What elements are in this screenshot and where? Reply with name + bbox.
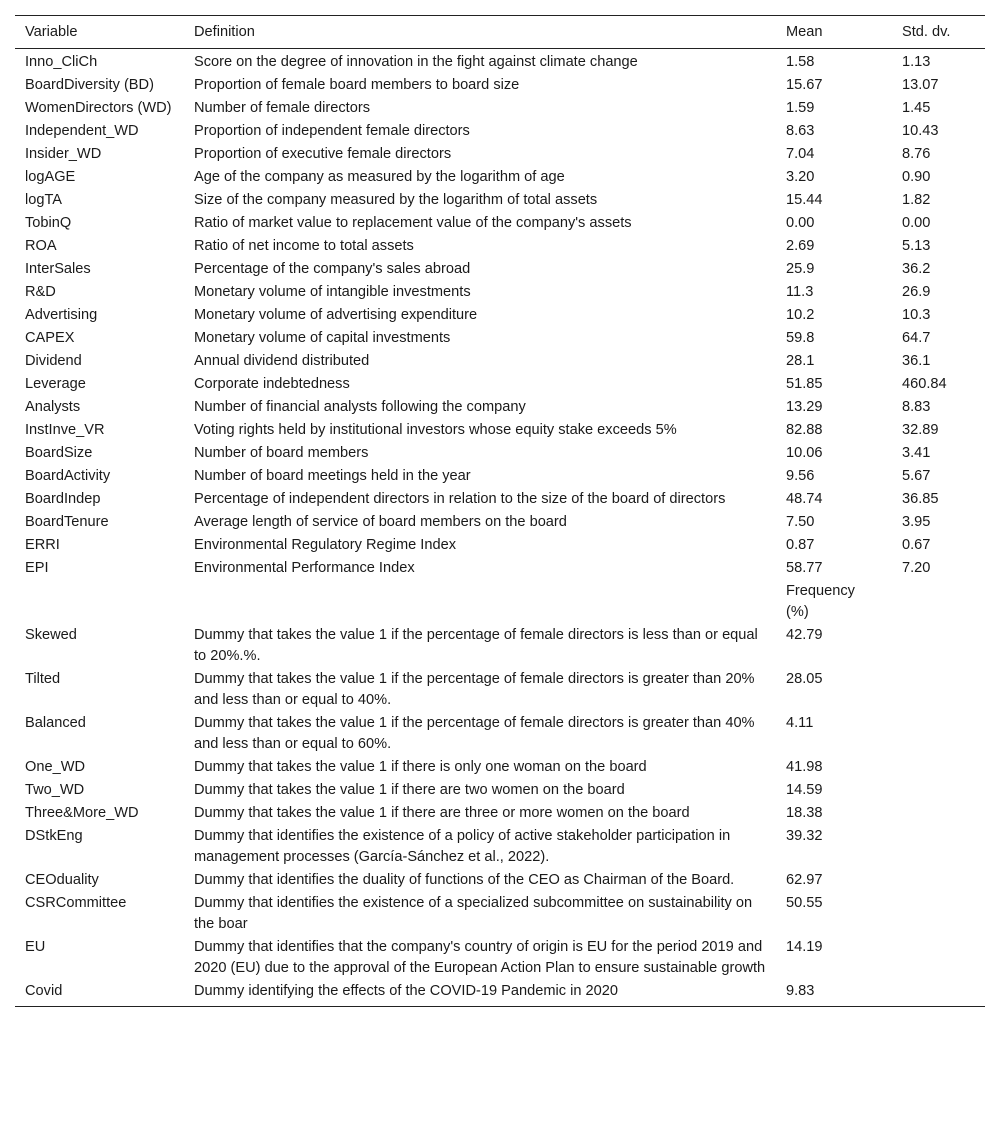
cell-mean: 18.38 xyxy=(786,805,823,821)
table-row xyxy=(15,511,985,534)
header-std-dev: Std. dv. xyxy=(892,16,985,49)
cell-mean: 39.32 xyxy=(786,828,823,844)
cell-std-dev: 3.41 xyxy=(902,445,931,461)
table-row xyxy=(15,668,985,712)
cell-std-dev: 1.13 xyxy=(902,54,931,70)
cell-std-dev: 8.76 xyxy=(902,146,931,162)
cell-std-dev: 13.07 xyxy=(902,77,939,93)
cell-definition: Proportion of executive female directors xyxy=(194,146,452,162)
cell-std-dev: 0.00 xyxy=(902,215,931,231)
cell-std-dev xyxy=(892,980,985,1007)
cell-mean: 15.67 xyxy=(786,77,823,93)
cell-variable: Leverage xyxy=(25,376,86,392)
cell-variable: DStkEng xyxy=(25,828,83,844)
cell-mean: 42.79 xyxy=(786,627,823,643)
cell-mean: 4.11 xyxy=(786,715,814,731)
cell-std-dev: 8.83 xyxy=(902,399,931,415)
cell-mean: 41.98 xyxy=(786,759,823,775)
cell-std-dev xyxy=(892,936,985,980)
cell-std-dev xyxy=(892,825,985,869)
cell-std-dev: 5.67 xyxy=(902,468,931,484)
table-row xyxy=(15,120,985,143)
table-row xyxy=(15,350,985,373)
cell-std-dev: 26.9 xyxy=(902,284,931,300)
table-row xyxy=(15,304,985,327)
cell-std-dev: 36.1 xyxy=(902,353,931,369)
cell-mean: 62.97 xyxy=(786,872,823,888)
table-row xyxy=(15,892,985,936)
table-row xyxy=(15,74,985,97)
cell-variable: CAPEX xyxy=(25,330,75,346)
cell-definition: Environmental Performance Index xyxy=(194,560,415,576)
cell-mean: 15.44 xyxy=(786,192,823,208)
cell-mean: 3.20 xyxy=(786,169,815,185)
cell-definition: Size of the company measured by the logarithm of total assets xyxy=(194,192,598,208)
cell-std-dev: 7.20 xyxy=(902,560,931,576)
table-row xyxy=(15,712,985,756)
cell-variable: BoardSize xyxy=(25,445,93,461)
table-row xyxy=(15,97,985,120)
cell-mean: 2.69 xyxy=(786,238,815,254)
table-row xyxy=(15,580,985,624)
cell-definition: Monetary volume of advertising expenditure xyxy=(194,307,478,323)
cell-variable: EPI xyxy=(25,560,49,576)
cell-variable: One_WD xyxy=(25,759,86,775)
cell-variable: InterSales xyxy=(25,261,91,277)
cell-variable: Three&More_WD xyxy=(25,805,139,821)
cell-definition: Voting rights held by institutional investors whose equity stake exceeds 5% xyxy=(194,422,677,438)
cell-std-dev: 0.67 xyxy=(902,537,931,553)
cell-variable: Balanced xyxy=(25,715,86,731)
table-row xyxy=(15,235,985,258)
cell-variable: ERRI xyxy=(25,537,60,553)
cell-mean: 13.29 xyxy=(786,399,823,415)
cell-variable: Inno_CliCh xyxy=(25,54,98,70)
table-row xyxy=(15,534,985,557)
cell-variable: InstInve_VR xyxy=(25,422,105,438)
cell-std-dev: 36.2 xyxy=(902,261,931,277)
cell-mean: 10.06 xyxy=(786,445,823,461)
cell-variable: Dividend xyxy=(25,353,82,369)
cell-definition: Dummy that takes the value 1 if the percentage of female directors is less than or equal to 20%.%. xyxy=(194,627,758,664)
table-row xyxy=(15,869,985,892)
cell-mean: 50.55 xyxy=(786,895,823,911)
cell-variable xyxy=(15,580,184,624)
cell-std-dev: 36.85 xyxy=(902,491,939,507)
cell-mean: 14.19 xyxy=(786,939,823,955)
cell-mean: 14.59 xyxy=(786,782,823,798)
cell-mean: 82.88 xyxy=(786,422,823,438)
cell-variable: BoardIndep xyxy=(25,491,101,507)
cell-variable: Analysts xyxy=(25,399,81,415)
header-mean: Mean xyxy=(776,16,892,49)
cell-definition: Proportion of independent female directors xyxy=(194,123,470,139)
cell-std-dev xyxy=(892,668,985,712)
table-row xyxy=(15,281,985,304)
table-row xyxy=(15,166,985,189)
table-row xyxy=(15,189,985,212)
table-row xyxy=(15,465,985,488)
cell-mean: 11.3 xyxy=(786,284,814,300)
table-row xyxy=(15,936,985,980)
cell-variable: logTA xyxy=(25,192,63,208)
variables-table-container xyxy=(15,15,985,1007)
cell-std-dev: 1.45 xyxy=(902,100,931,116)
cell-definition: Dummy that identifies the existence of a specialized subcommittee on sustainability on the boar xyxy=(194,895,753,932)
cell-mean: 9.83 xyxy=(776,980,892,1007)
cell-definition: Monetary volume of capital investments xyxy=(194,330,451,346)
cell-std-dev: 5.13 xyxy=(902,238,931,254)
cell-definition: Dummy that identifies the existence of a policy of active stakeholder participation in management processes (García-Sánchez et al., 2022). xyxy=(194,828,731,865)
cell-variable: Covid xyxy=(15,980,184,1007)
table-row xyxy=(15,756,985,779)
cell-mean: 28.05 xyxy=(786,671,823,687)
cell-variable: CEOduality xyxy=(25,872,99,888)
cell-definition: Score on the degree of innovation in the fight against climate change xyxy=(194,54,638,70)
cell-std-dev: 0.90 xyxy=(902,169,931,185)
cell-mean: 58.77 xyxy=(786,560,823,576)
cell-definition: Age of the company as measured by the logarithm of age xyxy=(194,169,565,185)
cell-std-dev: 10.3 xyxy=(902,307,931,323)
cell-definition: Number of board members xyxy=(194,445,369,461)
table-row xyxy=(15,488,985,511)
cell-definition: Dummy that identifies the duality of functions of the CEO as Chairman of the Board. xyxy=(194,872,735,888)
table-row xyxy=(15,373,985,396)
cell-std-dev xyxy=(892,712,985,756)
cell-std-dev xyxy=(892,779,985,802)
cell-std-dev: 32.89 xyxy=(902,422,939,438)
header-variable: Variable xyxy=(15,16,184,49)
cell-std-dev xyxy=(892,624,985,668)
cell-mean: 48.74 xyxy=(786,491,823,507)
table-row xyxy=(15,143,985,166)
cell-variable: Independent_WD xyxy=(25,123,139,139)
table-row xyxy=(15,49,985,75)
cell-mean: 7.50 xyxy=(786,514,815,530)
cell-std-dev: 64.7 xyxy=(902,330,931,346)
cell-definition: Number of financial analysts following the company xyxy=(194,399,526,415)
cell-mean: 28.1 xyxy=(786,353,815,369)
cell-variable: Insider_WD xyxy=(25,146,102,162)
cell-definition: Dummy that takes the value 1 if the percentage of female directors is greater than 40% and less than or equal to 60%. xyxy=(194,715,755,752)
cell-variable: ROA xyxy=(25,238,57,254)
cell-variable: BoardDiversity (BD) xyxy=(25,77,154,93)
table-row xyxy=(15,779,985,802)
cell-definition: Ratio of market value to replacement value of the company's assets xyxy=(194,215,632,231)
cell-std-dev xyxy=(892,802,985,825)
table-row xyxy=(15,396,985,419)
table-row xyxy=(15,624,985,668)
cell-std-dev: 1.82 xyxy=(902,192,931,208)
cell-variable: Skewed xyxy=(25,627,77,643)
cell-definition: Dummy identifying the effects of the COVID-19 Pandemic in 2020 xyxy=(184,980,776,1007)
cell-definition: Corporate indebtedness xyxy=(194,376,350,392)
table-row xyxy=(15,802,985,825)
cell-mean: 8.63 xyxy=(786,123,815,139)
cell-mean: 1.59 xyxy=(786,100,815,116)
cell-definition: Monetary volume of intangible investments xyxy=(194,284,471,300)
cell-mean: 7.04 xyxy=(786,146,815,162)
cell-definition: Number of board meetings held in the year xyxy=(194,468,471,484)
cell-std-dev xyxy=(892,869,985,892)
cell-mean: 51.85 xyxy=(786,376,823,392)
cell-definition: Dummy that takes the value 1 if the percentage of female directors is greater than 20% and less than or equal to 40%. xyxy=(194,671,755,708)
table-row xyxy=(15,212,985,235)
cell-variable: BoardActivity xyxy=(25,468,111,484)
table-row xyxy=(15,557,985,580)
cell-definition: Dummy that takes the value 1 if there are three or more women on the board xyxy=(194,805,690,821)
cell-definition: Dummy that takes the value 1 if there are two women on the board xyxy=(194,782,625,798)
cell-definition: Environmental Regulatory Regime Index xyxy=(194,537,457,553)
cell-variable: Advertising xyxy=(25,307,98,323)
cell-definition: Dummy that identifies that the company's country of origin is EU for the period 2019 and 2020 (EU) due to the approval of the European Action Plan to ensure sustainable growth xyxy=(194,939,766,976)
table-body xyxy=(15,49,985,1007)
table-row xyxy=(15,258,985,281)
cell-mean: 10.2 xyxy=(786,307,815,323)
cell-std-dev: 460.84 xyxy=(902,376,947,392)
cell-definition: Proportion of female board members to board size xyxy=(194,77,520,93)
cell-mean: 0.87 xyxy=(786,537,815,553)
table-row xyxy=(15,980,985,1007)
cell-definition: Number of female directors xyxy=(194,100,371,116)
cell-variable: TobinQ xyxy=(25,215,72,231)
cell-variable: WomenDirectors (WD) xyxy=(25,100,172,116)
table-row xyxy=(15,327,985,350)
cell-definition: Average length of service of board members on the board xyxy=(194,514,567,530)
header-row xyxy=(15,16,985,49)
cell-mean: 0.00 xyxy=(786,215,815,231)
header-definition: Definition xyxy=(184,16,776,49)
variables-table xyxy=(15,15,985,1007)
cell-mean: 59.8 xyxy=(786,330,815,346)
cell-std-dev: 3.95 xyxy=(902,514,931,530)
cell-std-dev xyxy=(892,892,985,936)
cell-std-dev xyxy=(892,580,985,624)
cell-definition: Dummy that takes the value 1 if there is only one woman on the board xyxy=(194,759,647,775)
cell-std-dev xyxy=(892,756,985,779)
cell-definition xyxy=(184,580,776,624)
cell-variable: R&D xyxy=(25,284,56,300)
cell-definition: Percentage of the company's sales abroad xyxy=(194,261,471,277)
cell-variable: logAGE xyxy=(25,169,76,185)
cell-definition: Ratio of net income to total assets xyxy=(194,238,414,254)
cell-mean: 1.58 xyxy=(786,54,815,70)
table-row xyxy=(15,419,985,442)
table-row xyxy=(15,825,985,869)
table-header xyxy=(15,16,985,49)
cell-mean: 25.9 xyxy=(786,261,815,277)
cell-std-dev: 10.43 xyxy=(902,123,939,139)
cell-variable: BoardTenure xyxy=(25,514,109,530)
cell-definition: Annual dividend distributed xyxy=(194,353,370,369)
cell-variable: EU xyxy=(25,939,46,955)
cell-definition: Percentage of independent directors in relation to the size of the board of directors xyxy=(194,491,726,507)
cell-variable: CSRCommittee xyxy=(25,895,127,911)
cell-variable: Two_WD xyxy=(25,782,85,798)
cell-variable: Tilted xyxy=(25,671,61,687)
table-row xyxy=(15,442,985,465)
cell-mean: Frequency (%) xyxy=(786,583,855,620)
cell-mean: 9.56 xyxy=(786,468,815,484)
